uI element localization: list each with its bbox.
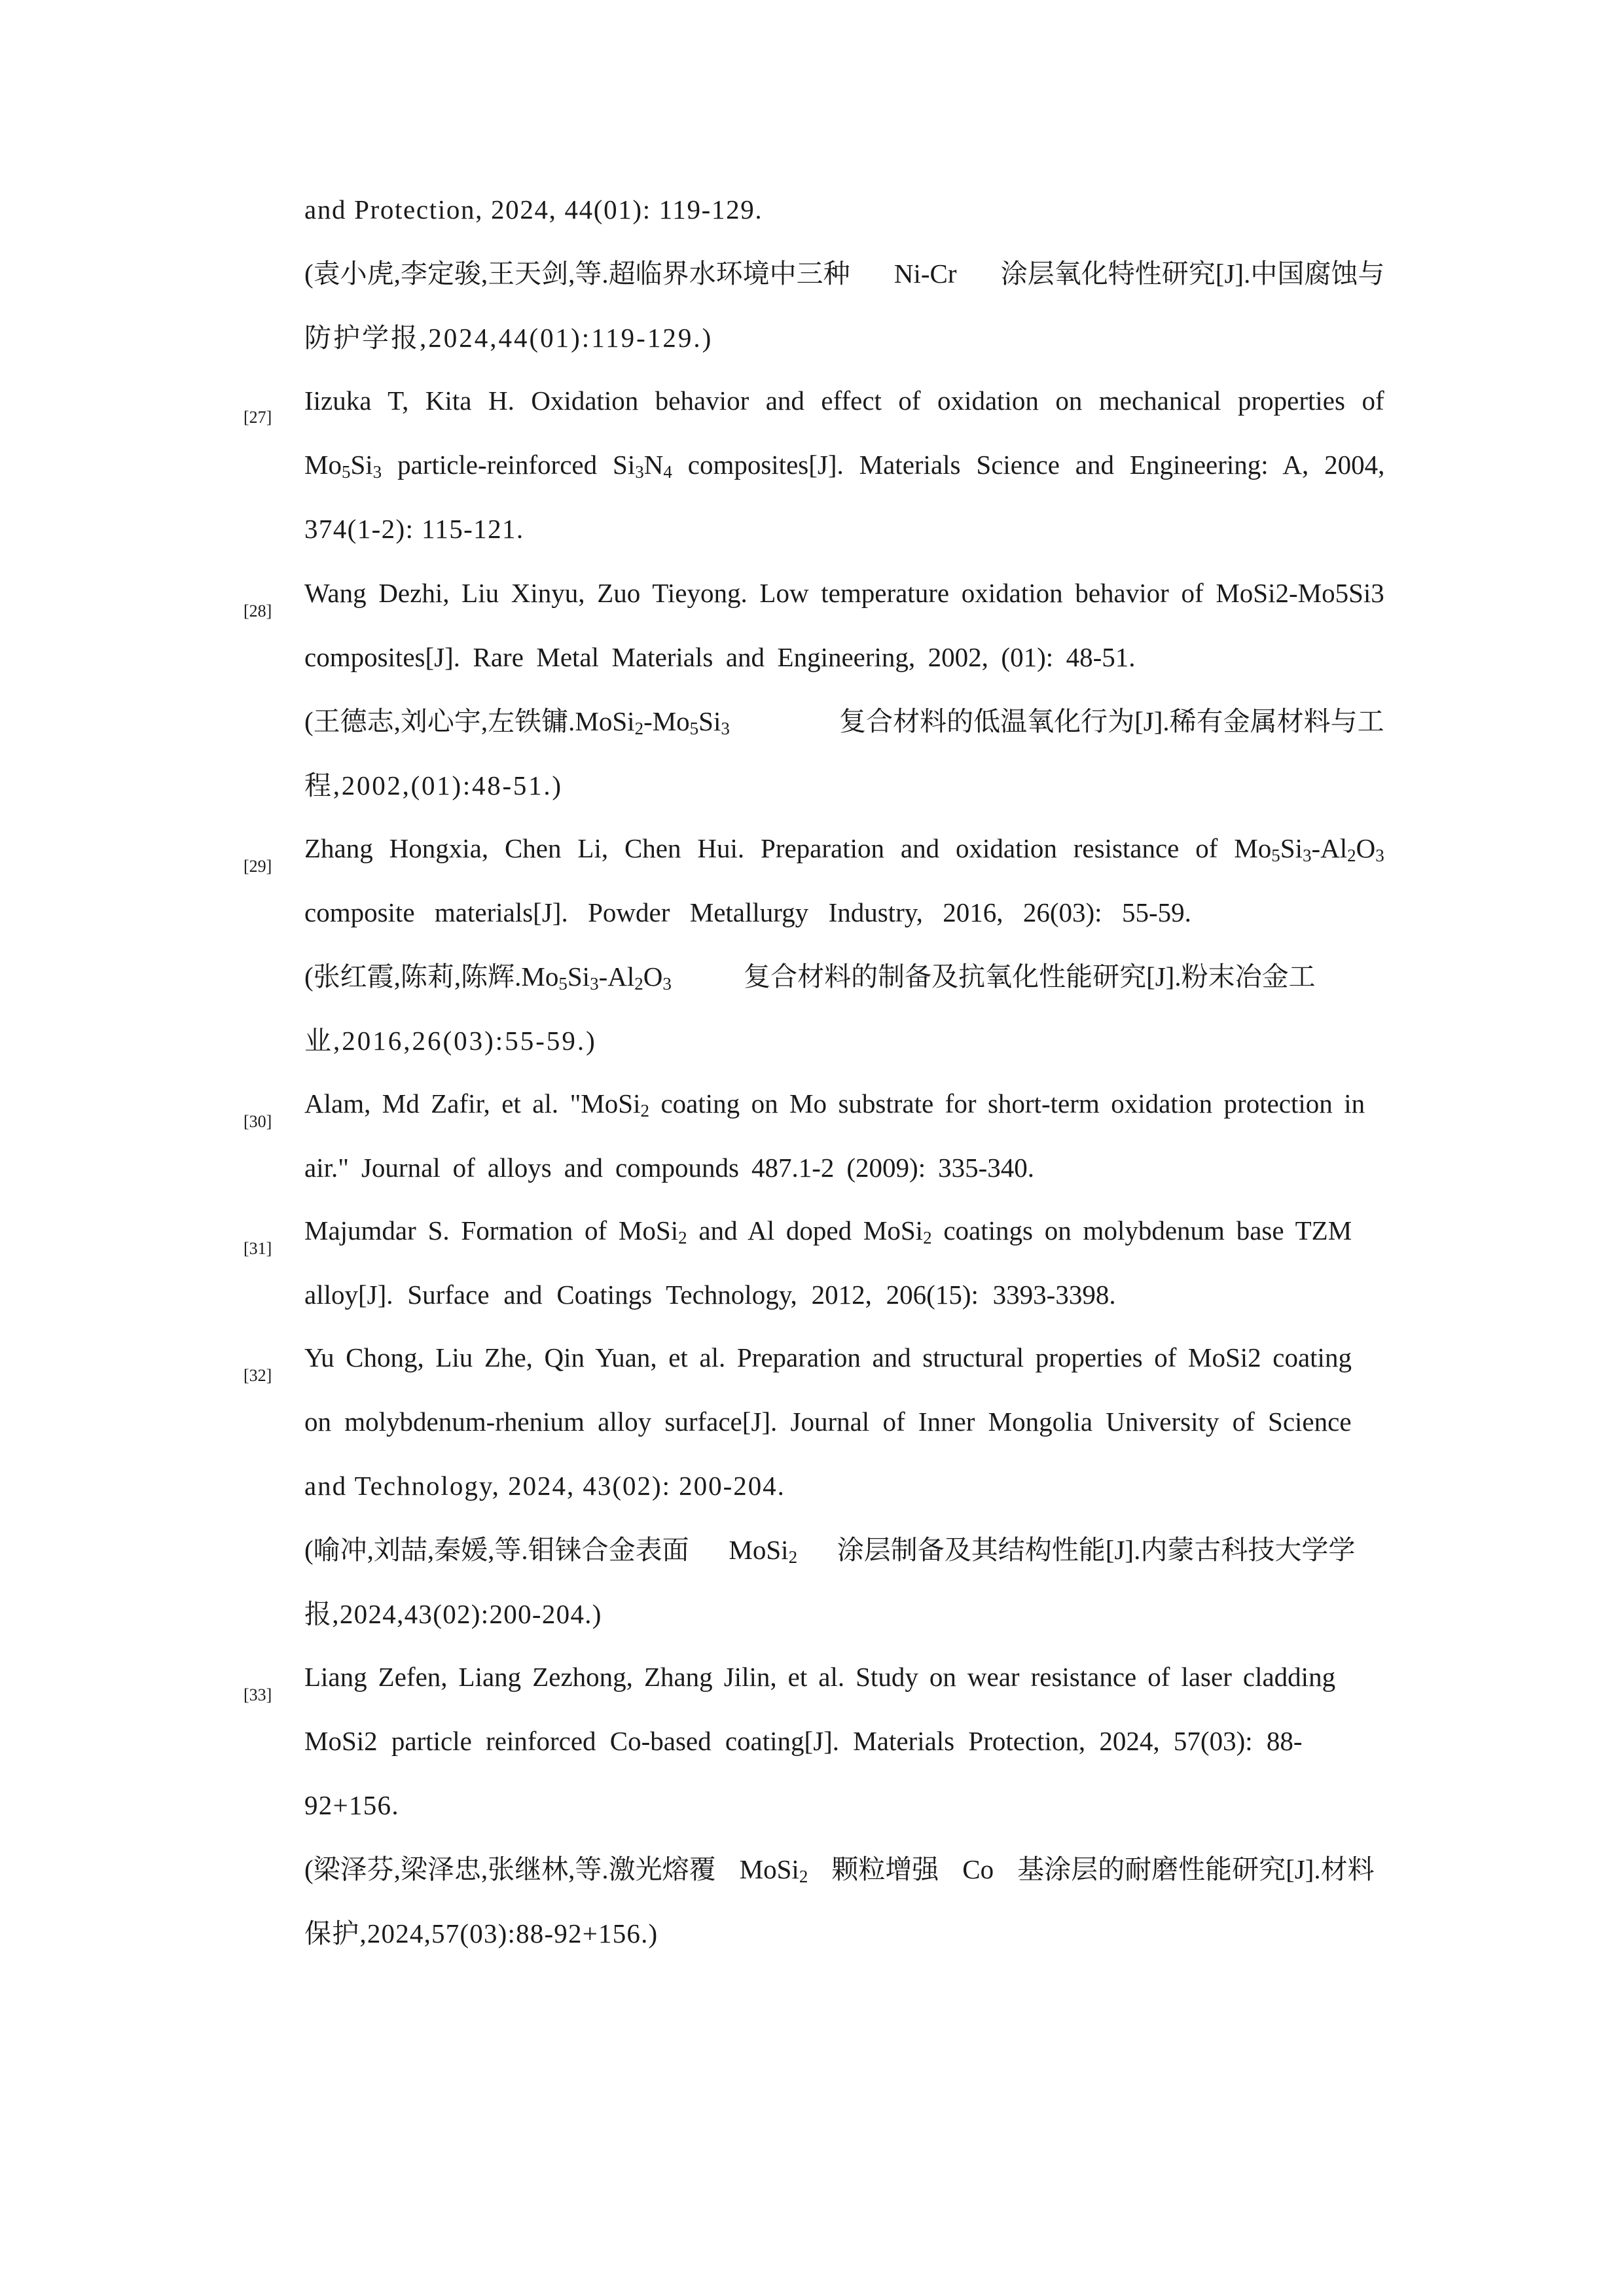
reference-text-line — [304, 1211, 1352, 1250]
reference-number: [31] — [244, 1239, 272, 1258]
text-segment: and Technology, 2024, 43(02): 200-204. — [304, 1471, 785, 1501]
subscript: 3 — [1302, 846, 1312, 865]
text-segment: MoSi2 particle reinforced Co-based coating[J]. Materials Protection, 2024, 57(03): 88- — [304, 1726, 1303, 1756]
text-segment: O — [643, 961, 663, 992]
subscript: 2 — [634, 974, 643, 994]
text-segment: coatings on molybdenum base TZM — [931, 1215, 1352, 1246]
reference-text-line — [304, 1594, 602, 1634]
subscript: 3 — [1375, 846, 1384, 865]
reference-text-line — [304, 445, 1384, 484]
text-segment: -Mo — [643, 706, 690, 736]
text-segment: composites[J]. Materials Science and Engineering: A, 2004, — [672, 450, 1385, 480]
reference-text-line — [304, 766, 563, 805]
reference-text-line — [304, 1466, 785, 1505]
text-segment: Si — [567, 961, 590, 992]
reference-text-line — [304, 829, 1384, 868]
text-segment: Mo — [304, 450, 342, 480]
reference-number: [33] — [244, 1685, 272, 1704]
subscript: 2 — [1347, 846, 1356, 865]
reference-text-line — [304, 1530, 1355, 1570]
subscript: 5 — [1271, 846, 1280, 865]
subscript: 4 — [663, 462, 672, 482]
reference-text-line — [304, 1021, 597, 1060]
text-segment: Si — [698, 706, 721, 736]
subscript: 2 — [678, 1228, 687, 1247]
text-segment: 复合材料的低温氧化行为[J].稀有金属材料与工 — [729, 706, 1384, 736]
text-segment: and Protection, 2024, 44(01): 119-129. — [304, 194, 763, 224]
text-segment: Majumdar S. Formation of MoSi — [304, 1215, 679, 1246]
reference-number: [27] — [244, 408, 272, 427]
reference-text-line — [304, 381, 1384, 420]
reference-text-line — [304, 1402, 1352, 1441]
reference-number: [28] — [244, 601, 272, 620]
text-segment: (王德志,刘心宇,左铁镛.MoSi — [304, 706, 635, 736]
text-segment: Si — [350, 450, 373, 480]
text-segment: and Al doped MoSi — [687, 1215, 924, 1246]
reference-text-line — [304, 1914, 658, 1953]
reference-text-line — [304, 509, 524, 548]
reference-text-line — [304, 1721, 1303, 1761]
text-segment: Liang Zefen, Liang Zezhong, Zhang Jilin, et al. Study on wear resistance of laser cladding — [304, 1662, 1336, 1692]
reference-number: [29] — [244, 857, 272, 876]
subscript: 3 — [662, 974, 672, 994]
text-segment: (袁小虎,李定骏,王天剑,等.超临界水环境中三种 Ni-Cr 涂层氧化特性研究[J].中国腐蚀与 — [304, 259, 1385, 289]
text-segment: 报,2024,43(02):200-204.) — [304, 1599, 602, 1629]
subscript: 5 — [558, 974, 568, 994]
text-segment: composites[J]. Rare Metal Materials and Engineering, 2002, (01): 48-51. — [304, 642, 1136, 672]
text-segment: particle-reinforced Si — [382, 450, 636, 480]
subscript: 5 — [689, 719, 699, 738]
reference-text-line — [304, 702, 1384, 741]
text-segment: on molybdenum-rhenium alloy surface[J]. Journal of Inner Mongolia University of Science — [304, 1407, 1352, 1437]
reference-text-line — [304, 190, 763, 229]
text-segment: 保护,2024,57(03):88-92+156.) — [304, 1918, 659, 1948]
text-segment: -Al — [1311, 833, 1348, 863]
text-segment: air." Journal of alloys and compounds 487.1-2 (2009): 335-340. — [304, 1153, 1034, 1183]
text-segment: 374(1-2): 115-121. — [304, 514, 524, 544]
subscript: 2 — [788, 1547, 798, 1567]
subscript: 2 — [640, 1101, 649, 1121]
text-segment: 复合材料的制备及抗氧化性能研究[J].粉末冶金工 — [671, 961, 1316, 992]
reference-text-line — [304, 1785, 399, 1825]
text-segment: 92+156. — [304, 1790, 399, 1820]
reference-text-line — [304, 637, 1136, 677]
subscript: 5 — [341, 462, 351, 482]
reference-number: [32] — [244, 1366, 272, 1385]
text-segment: Alam, Md Zafir, et al. "MoSi — [304, 1088, 641, 1119]
text-segment: 涂层制备及其结构性能[J].内蒙古科技大学学 — [797, 1535, 1356, 1565]
reference-text-line — [304, 1657, 1335, 1696]
text-segment: Iizuka T, Kita H. Oxidation behavior and effect of oxidation on mechanical properties of — [304, 386, 1384, 416]
text-segment: Zhang Hongxia, Chen Li, Chen Hui. Preparation and oxidation resistance of Mo — [304, 833, 1272, 863]
reference-number: [30] — [244, 1112, 272, 1131]
text-segment: -Al — [598, 961, 635, 992]
reference-text-line — [304, 318, 713, 357]
subscript: 2 — [634, 719, 644, 738]
text-segment: (张红霞,陈莉,陈辉.Mo — [304, 961, 559, 992]
reference-text-line — [304, 1084, 1365, 1123]
text-segment: coating on Mo substrate for short-term oxidation protection in — [649, 1088, 1365, 1119]
subscript: 2 — [923, 1228, 932, 1247]
reference-text-line — [304, 1850, 1375, 1889]
reference-text-line — [304, 573, 1384, 613]
reference-text-line — [304, 1338, 1352, 1377]
subscript: 3 — [372, 462, 382, 482]
text-segment: Si — [1280, 833, 1303, 863]
text-segment: 颗粒增强 Co 基涂层的耐磨性能研究[J].材料 — [808, 1854, 1375, 1884]
text-segment: (喻冲,刘喆,秦媛,等.钼铼合金表面 MoSi — [304, 1535, 789, 1565]
text-segment: 程,2002,(01):48-51.) — [304, 770, 563, 800]
text-segment: (梁泽芬,梁泽忠,张继林,等.激光熔覆 MoSi — [304, 1854, 799, 1884]
reference-text-line — [304, 893, 1191, 932]
reference-text-line — [304, 254, 1384, 293]
text-segment: composite materials[J]. Powder Metallurgy Industry, 2016, 26(03): 55-59. — [304, 897, 1191, 927]
text-segment: 业,2016,26(03):55-59.) — [304, 1026, 597, 1056]
subscript: 3 — [635, 462, 644, 482]
reference-text-line — [304, 1275, 1116, 1314]
reference-text-line — [304, 957, 1316, 996]
text-segment: Wang Dezhi, Liu Xinyu, Zuo Tieyong. Low temperature oxidation behavior of MoSi2-Mo5Si3 — [304, 578, 1384, 608]
text-segment: Yu Chong, Liu Zhe, Qin Yuan, et al. Preparation and structural properties of MoSi2 coating — [304, 1342, 1352, 1372]
subscript: 2 — [799, 1867, 808, 1886]
text-segment: 防护学报,2024,44(01):119-129.) — [304, 323, 713, 353]
text-segment: N — [643, 450, 664, 480]
subscript: 3 — [590, 974, 599, 994]
subscript: 3 — [721, 719, 730, 738]
reference-text-line — [304, 1148, 1034, 1187]
text-segment: alloy[J]. Surface and Coatings Technology, 2012, 206(15): 3393-3398. — [304, 1280, 1116, 1310]
text-segment: O — [1356, 833, 1376, 863]
